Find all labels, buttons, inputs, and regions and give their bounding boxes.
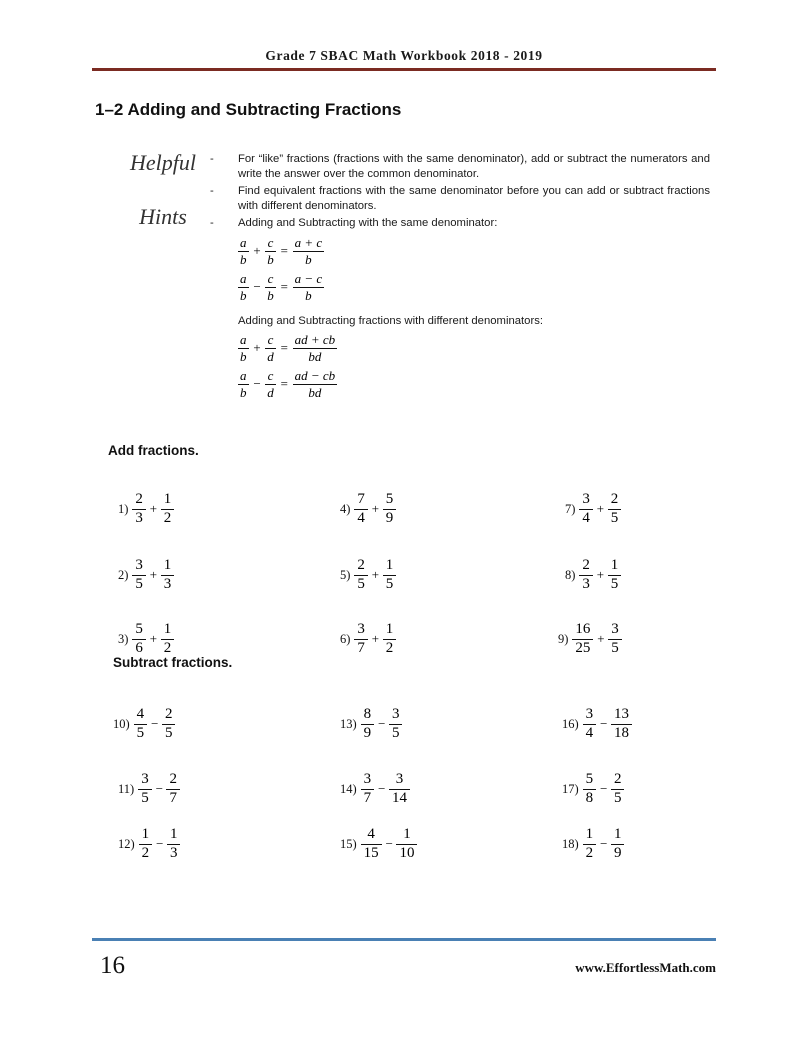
operator: + bbox=[596, 631, 606, 647]
problem-expression bbox=[132, 622, 174, 657]
problem-expression bbox=[583, 707, 632, 742]
footer-divider bbox=[92, 938, 716, 941]
problem-index: 15) bbox=[340, 836, 357, 851]
problem-index: 1) bbox=[118, 501, 129, 516]
problem-5 bbox=[340, 558, 396, 593]
fraction-a-b: $\frac{a}{b}$ bbox=[240, 271, 247, 303]
fraction-second: $\frac{1}{10}$ bbox=[396, 827, 417, 862]
problem-6 bbox=[340, 622, 396, 657]
fraction-first: $\frac{1}{2}$ bbox=[583, 827, 597, 862]
problem-index: 3) bbox=[118, 631, 129, 646]
operator: + bbox=[595, 501, 605, 517]
problem-expression bbox=[132, 558, 174, 593]
operator: − bbox=[599, 836, 608, 852]
helpful-hints-body bbox=[210, 152, 710, 233]
fraction-second: $\frac{2}{5}$ bbox=[611, 772, 625, 807]
problem-expression bbox=[579, 558, 621, 593]
problem-expression bbox=[354, 492, 396, 527]
fraction-first: $\frac{5}{6}$ bbox=[132, 622, 146, 657]
fraction-second: $\frac{1}{5}$ bbox=[608, 558, 622, 593]
problem-index: 10) bbox=[113, 716, 130, 731]
fraction-second: $\frac{3}{5}$ bbox=[608, 622, 622, 657]
problem-12 bbox=[118, 827, 180, 862]
problem-index: 11) bbox=[118, 781, 135, 796]
fraction-second: $\frac{5}{9}$ bbox=[383, 492, 397, 527]
fraction-first: $\frac{1}{2}$ bbox=[139, 827, 153, 862]
problem-expression bbox=[579, 492, 621, 527]
fraction-first: $\frac{2}{3}$ bbox=[579, 558, 593, 593]
problem-index: 13) bbox=[340, 716, 357, 731]
fraction-second: $\frac{1}{2}$ bbox=[161, 622, 175, 657]
hint-text: Find equivalent fractions with the same denominator before you can add or subtract fractions with different denominators. bbox=[238, 185, 710, 212]
hint-item bbox=[210, 184, 710, 214]
problem-expression bbox=[583, 827, 625, 862]
fraction-first: $\frac{3}{5}$ bbox=[138, 772, 152, 807]
problem-expression bbox=[583, 772, 625, 807]
fraction-first: $\frac{3}{7}$ bbox=[354, 622, 368, 657]
fraction-c-d: $\frac{c}{d}$ bbox=[267, 332, 274, 364]
fraction-first: $\frac{7}{4}$ bbox=[354, 492, 368, 527]
formula-same-denominator-subtract bbox=[238, 272, 324, 302]
fraction-second: $\frac{1}{3}$ bbox=[167, 827, 181, 862]
fraction-a-b: $\frac{a}{b}$ bbox=[240, 368, 247, 400]
hint-dash: - bbox=[210, 217, 214, 229]
formula-same-denominator-add bbox=[238, 236, 324, 266]
operator: − bbox=[377, 781, 386, 797]
operator: + bbox=[370, 567, 380, 583]
helpful-hints-label-line2: Hints bbox=[139, 204, 187, 229]
operator: − bbox=[154, 781, 164, 797]
hint-text: For “like” fractions (fractions with the same denominator), add or subtract the numerators and write the answer over the common denominator. bbox=[238, 153, 710, 180]
operator: + bbox=[148, 501, 158, 517]
problem-15 bbox=[340, 827, 417, 862]
fraction-result: $\frac{ad - cb}{bd}$ bbox=[294, 368, 336, 400]
fraction-first: $\frac{3}{4}$ bbox=[583, 707, 597, 742]
fraction-c-b: $\frac{c}{b}$ bbox=[267, 235, 274, 267]
problem-index: 16) bbox=[562, 716, 579, 731]
hint-item bbox=[210, 152, 710, 182]
fraction-first: $\frac{3}{7}$ bbox=[361, 772, 375, 807]
operator-plus: + bbox=[252, 243, 262, 259]
hint-text: Adding and Subtracting with the same denominator: bbox=[238, 217, 498, 229]
problem-8 bbox=[565, 558, 621, 593]
fraction-second: $\frac{1}{5}$ bbox=[383, 558, 397, 593]
helpful-hints-label-line1: Helpful bbox=[130, 150, 196, 175]
fraction-first: $\frac{8}{9}$ bbox=[361, 707, 375, 742]
problem-index: 7) bbox=[565, 501, 576, 516]
fraction-c-d: $\frac{c}{d}$ bbox=[267, 368, 274, 400]
problem-index: 2) bbox=[118, 567, 129, 582]
page-number: 16 bbox=[100, 952, 125, 979]
problem-4 bbox=[340, 492, 396, 527]
problem-index: 8) bbox=[565, 567, 576, 582]
fraction-first: $\frac{3}{4}$ bbox=[579, 492, 593, 527]
hint-dash: - bbox=[210, 185, 214, 197]
problem-expression bbox=[138, 772, 180, 807]
problem-index: 9) bbox=[558, 631, 569, 646]
problem-index: 6) bbox=[340, 631, 351, 646]
operator: − bbox=[384, 836, 394, 852]
problem-13 bbox=[340, 707, 402, 742]
operator: − bbox=[599, 781, 608, 797]
subtract-fractions-heading: Subtract fractions. bbox=[113, 655, 233, 670]
formula-diff-denominator-subtract bbox=[238, 369, 337, 399]
problem-expression bbox=[354, 622, 396, 657]
problem-2 bbox=[118, 558, 174, 593]
header-divider bbox=[92, 68, 716, 71]
fraction-second: $\frac{13}{18}$ bbox=[611, 707, 632, 742]
formula-diff-denominator-add bbox=[238, 333, 337, 363]
problem-7 bbox=[565, 492, 621, 527]
operator: − bbox=[377, 716, 386, 732]
fraction-second: $\frac{1}{2}$ bbox=[161, 492, 175, 527]
hint-item bbox=[210, 216, 710, 231]
fraction-first: $\frac{2}{5}$ bbox=[354, 558, 368, 593]
problem-14 bbox=[340, 772, 410, 807]
add-fractions-heading: Add fractions. bbox=[108, 443, 199, 458]
operator: − bbox=[150, 716, 159, 732]
problem-16 bbox=[562, 707, 632, 742]
page-title: 1–2 Adding and Subtracting Fractions bbox=[95, 100, 402, 119]
hint-dash: - bbox=[210, 153, 214, 165]
fraction-first: $\frac{16}{25}$ bbox=[572, 622, 593, 657]
footer-website: www.EffortlessMath.com bbox=[575, 960, 716, 975]
problem-17 bbox=[562, 772, 624, 807]
equals-sign: = bbox=[279, 376, 289, 392]
fraction-a-b: $\frac{a}{b}$ bbox=[240, 235, 247, 267]
problem-expression bbox=[139, 827, 181, 862]
problem-expression bbox=[354, 558, 396, 593]
fraction-second: $\frac{1}{2}$ bbox=[383, 622, 397, 657]
problem-expression bbox=[361, 707, 403, 742]
fraction-c-b: $\frac{c}{b}$ bbox=[267, 271, 274, 303]
fraction-result: $\frac{a + c}{b}$ bbox=[294, 235, 323, 267]
header-title: Grade 7 SBAC Math Workbook 2018 - 2019 bbox=[265, 48, 543, 63]
fraction-second: $\frac{3}{5}$ bbox=[389, 707, 403, 742]
fraction-result: $\frac{a - c}{b}$ bbox=[294, 271, 323, 303]
operator: + bbox=[370, 631, 380, 647]
problem-index: 18) bbox=[562, 836, 579, 851]
fraction-a-b: $\frac{a}{b}$ bbox=[240, 332, 247, 364]
fraction-first: $\frac{4}{5}$ bbox=[134, 707, 148, 742]
problem-index: 14) bbox=[340, 781, 357, 796]
problem-index: 5) bbox=[340, 567, 351, 582]
fraction-first: $\frac{3}{5}$ bbox=[132, 558, 146, 593]
problem-expression bbox=[134, 707, 176, 742]
problem-expression bbox=[361, 772, 410, 807]
page-header bbox=[92, 48, 716, 64]
problem-expression bbox=[572, 622, 621, 657]
fraction-first: $\frac{5}{8}$ bbox=[583, 772, 597, 807]
fraction-second: $\frac{1}{9}$ bbox=[611, 827, 625, 862]
problem-18 bbox=[562, 827, 624, 862]
problem-10 bbox=[113, 707, 175, 742]
problem-1 bbox=[118, 492, 174, 527]
operator-plus: + bbox=[252, 340, 262, 356]
problem-index: 17) bbox=[562, 781, 579, 796]
note-different-denominators: Adding and Subtracting fractions with different denominators: bbox=[238, 315, 543, 327]
fraction-second: $\frac{1}{3}$ bbox=[161, 558, 175, 593]
fraction-first: $\frac{2}{3}$ bbox=[132, 492, 146, 527]
problem-index: 12) bbox=[118, 836, 135, 851]
equals-sign: = bbox=[279, 279, 289, 295]
fraction-result: $\frac{ad + cb}{bd}$ bbox=[294, 332, 336, 364]
equals-sign: = bbox=[279, 243, 289, 259]
problem-9 bbox=[558, 622, 622, 657]
operator: − bbox=[599, 716, 608, 732]
operator: + bbox=[370, 501, 380, 517]
fraction-second: $\frac{2}{5}$ bbox=[608, 492, 622, 527]
fraction-second: $\frac{2}{5}$ bbox=[162, 707, 176, 742]
fraction-second: $\frac{3}{14}$ bbox=[389, 772, 410, 807]
problem-expression bbox=[132, 492, 174, 527]
operator: − bbox=[155, 836, 164, 852]
operator: + bbox=[148, 631, 158, 647]
problem-3 bbox=[118, 622, 174, 657]
operator: + bbox=[148, 567, 158, 583]
fraction-first: $\frac{4}{15}$ bbox=[361, 827, 382, 862]
equals-sign: = bbox=[279, 340, 289, 356]
fraction-second: $\frac{2}{7}$ bbox=[166, 772, 180, 807]
operator-minus: − bbox=[252, 279, 262, 295]
operator-minus: − bbox=[252, 376, 262, 392]
problem-index: 4) bbox=[340, 501, 351, 516]
problem-11 bbox=[118, 772, 180, 807]
operator: + bbox=[595, 567, 605, 583]
problem-expression bbox=[361, 827, 418, 862]
